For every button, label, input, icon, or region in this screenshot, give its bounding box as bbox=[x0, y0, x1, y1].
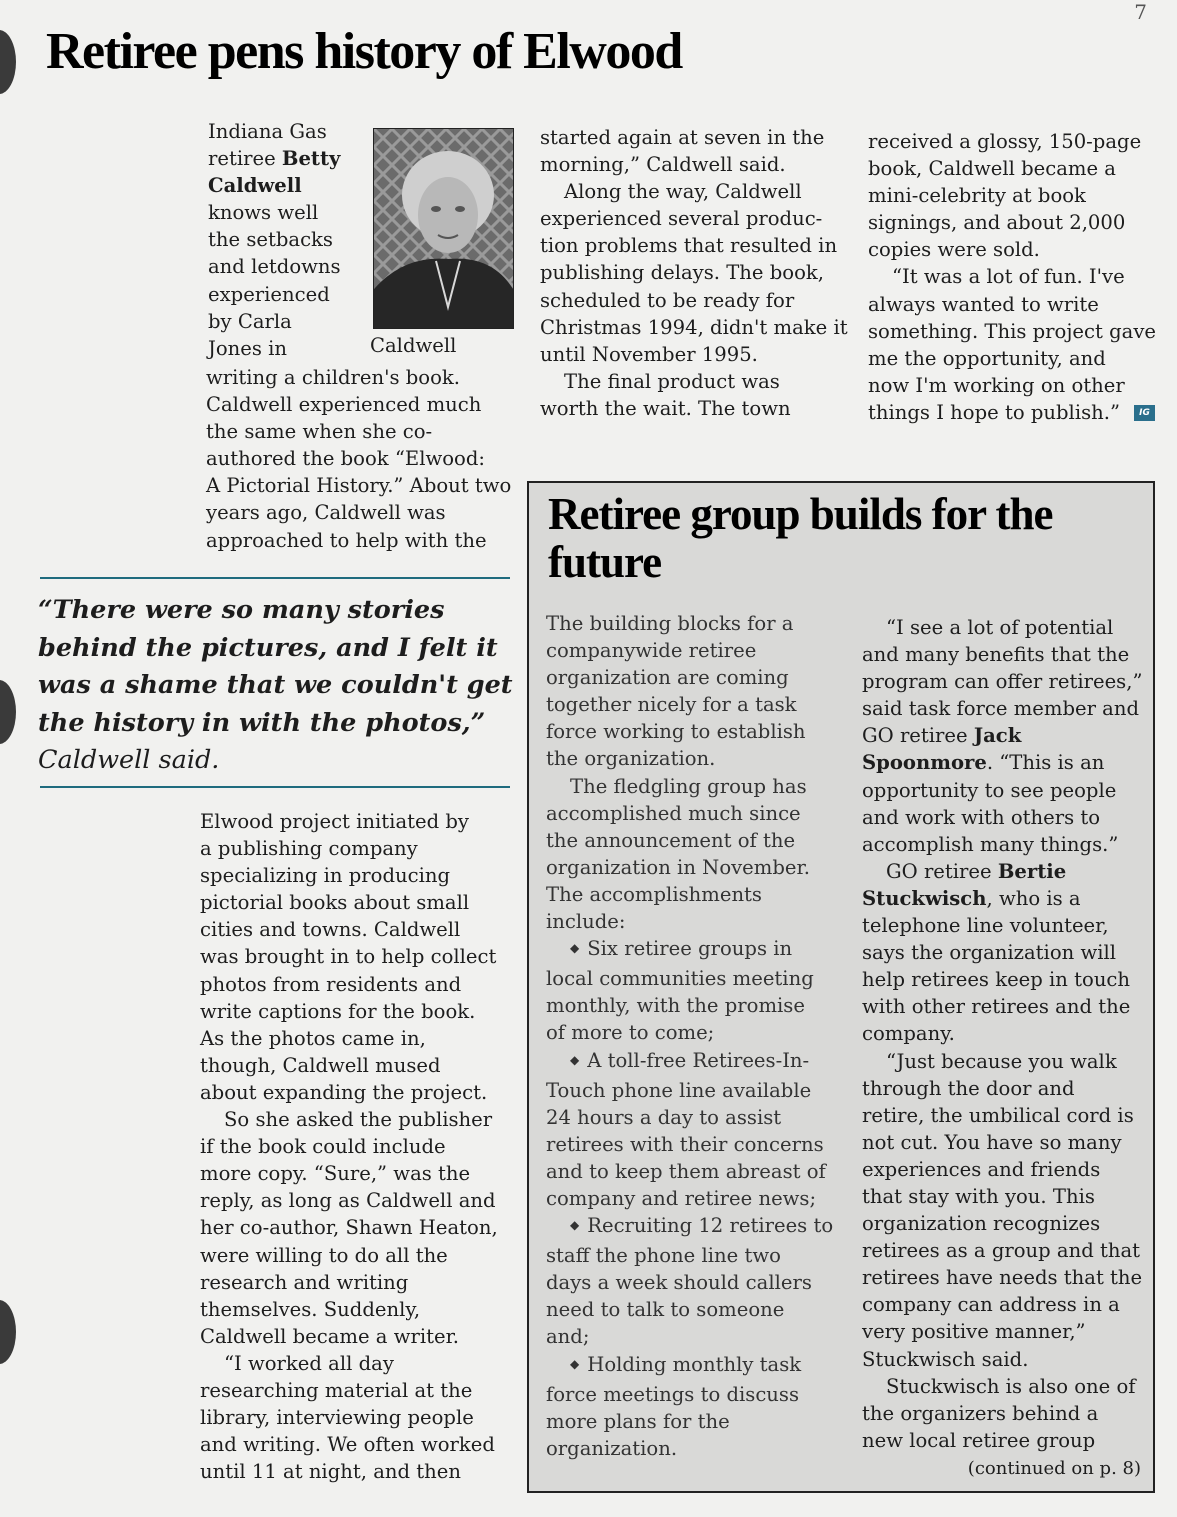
bullet-item: ◆ Holding monthly task bbox=[546, 1351, 846, 1381]
article-headline: Retiree pens history of Elwood bbox=[46, 23, 682, 80]
portrait-image bbox=[374, 129, 513, 328]
photo-caption: Caldwell bbox=[370, 334, 457, 357]
ig-logo-icon: IG bbox=[1134, 405, 1155, 421]
pull-quote-rule-bottom bbox=[40, 786, 510, 788]
bullet-item: ◆ Six retiree groups in bbox=[546, 935, 846, 965]
pull-quote: “There were so many stories behind the pictures, and I felt it was a shame that we couldn't get the history in with the photos,” Caldwell said. bbox=[38, 595, 513, 775]
sidebar-left-column: The building blocks for a companywide retiree organization are coming together nicely for a task force working to establish the organization. The fledgling group has accomplished much since the announcement of the organization in November. The accomplishments include: ◆ Six retiree groups in local communities meeting monthly, with the promise of more to come; ◆ A toll-free Retirees-In- Touch phone line available 24 hours a day to assist retirees with their concerns and to keep them abreast of company and retiree news; ◆ Recruiting 12 retirees to staff the phone line two days a week should callers need to talk to someone and; ◆ Holding monthly task force meetings to discuss more plans for the organization. bbox=[546, 610, 846, 1462]
article-paragraph: Elwood project initiated by a publishing company specializing in producing pictorial books about small cities and towns. Caldwell was brought in to help collect photos from residents and write captions for the book. As the photos came in, though, Caldwell mused about expanding the project. So she asked the publisher if the book could include more copy. “Sure,” was the reply, as long as Caldwell and her co-author, Shawn Heaton, were willing to do all the research and writing themselves. Suddenly, Caldwell became a writer. “I worked all day researching material at the library, interviewing people and writing. We often worked until 11 at night, and then bbox=[200, 810, 498, 1484]
binder-hole bbox=[0, 680, 16, 744]
bullet-item: ◆ Recruiting 12 retirees to bbox=[546, 1212, 846, 1242]
article-paragraph: received a glossy, 150-page book, Caldwell became a mini-celebrity at book signings, and about 2,000 copies were sold. “It was a lot of fun. I've always wanted to write something. This project gave me the opportunity, and now I'm working on other things I hope to publish.” IG bbox=[868, 130, 1156, 424]
continued-note: (continued on p. 8) bbox=[967, 1458, 1141, 1479]
article-paragraph: writing a children's book. Caldwell experienced much the same when she co- authored the book “Elwood: A Pictorial History.” About two years ago, Caldwell was approached to help with the bbox=[206, 366, 512, 552]
binder-hole bbox=[0, 30, 16, 94]
pull-quote-rule-top bbox=[40, 577, 510, 579]
page-number: 7 bbox=[1134, 0, 1147, 24]
caldwell-photo bbox=[373, 128, 514, 329]
bullet-item: ◆ A toll-free Retirees-In- bbox=[546, 1047, 846, 1077]
intro-text: Indiana Gas retiree Betty Caldwell knows well the setbacks and letdowns experienced by Carla Jones in bbox=[208, 120, 341, 360]
article-paragraph: started again at seven in the morning,” Caldwell said. Along the way, Caldwell experienced several produc- tion problems that resulted in publishing delays. The book, scheduled to be ready for Christmas 1994, didn't make it until November 1995. The final product was worth the wait. The town bbox=[540, 126, 848, 420]
sidebar-right-column: “I see a lot of potential and many benefits that the program can offer retirees,” said task force member and GO retiree Jack Spoonmore. “This is an opportunity to see people and work with others to accomplish many things.” GO retiree Bertie Stuckwisch, who is a telephone line volunteer, says the organization will help retirees keep in touch with other retirees and the company. “Just because you walk through the door and retire, the umbilical cord is not cut. You have so many experiences and friends that stay with you. This organization recognizes retirees as a group and that retirees have needs that the company can address in a very positive manner,” Stuckwisch said. Stuckwisch is also one of the organizers behind a new local retiree group bbox=[862, 616, 1143, 1452]
binder-hole bbox=[0, 1300, 16, 1364]
sidebar-headline: Retiree group builds for the future bbox=[548, 489, 1053, 587]
